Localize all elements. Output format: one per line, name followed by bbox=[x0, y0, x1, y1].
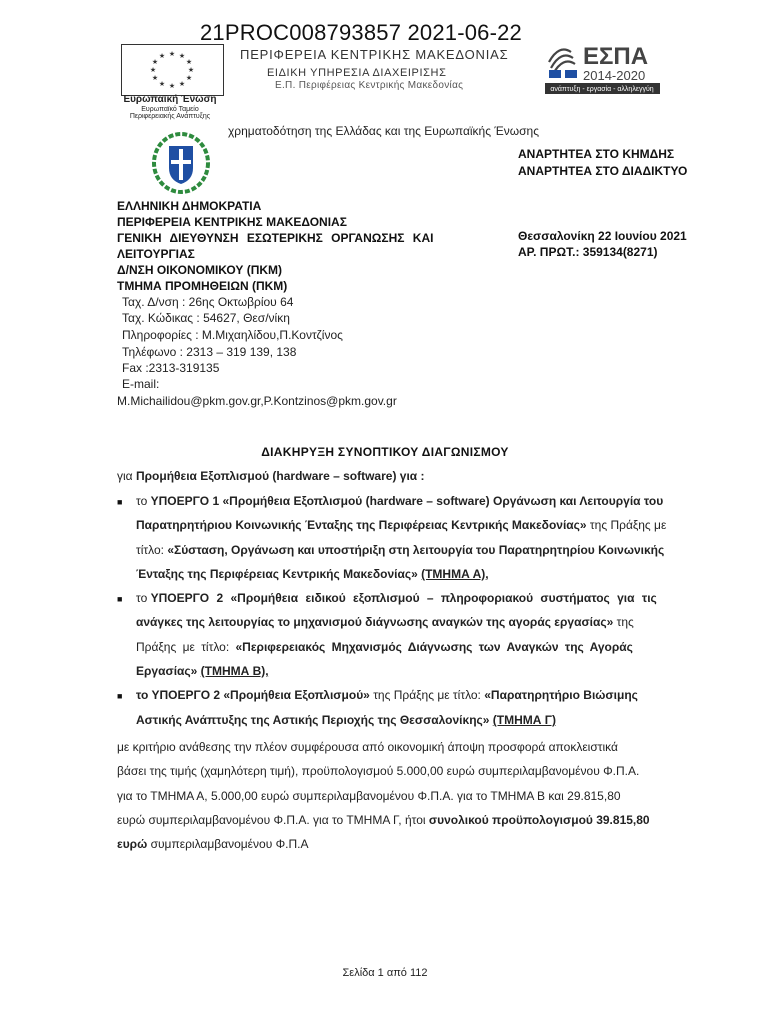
svg-text:★: ★ bbox=[185, 58, 193, 66]
contact-emails[interactable]: M.Michailidou@pkm.gov.gr,P.Kontzinos@pkm.gov.gr bbox=[117, 394, 397, 408]
region-header-line1: ΠΕΡΙΦΕΡΕΙΑ ΚΕΝΤΡΙΚΗΣ ΜΑΚΕΔΟΝΙΑΣ bbox=[240, 47, 509, 62]
cofinancing-line: χρηματοδότηση της Ελλάδας και της Ευρωπαϊκής Ένωσης bbox=[228, 124, 539, 138]
eu-stars-icon bbox=[122, 45, 223, 95]
item1-subproject: ΥΠΟΕΡΓΟ 1 «Προμήθεια Εξοπλισμού (hardware – software) Οργάνωση και Λειτουργία του bbox=[150, 494, 664, 508]
espa-years: 2014-2020 bbox=[583, 68, 646, 83]
authority-line-2: ΠΕΡΙΦΕΡΕΙΑ ΚΕΝΤΡΙΚΗΣ ΜΑΚΕΔΟΝΙΑΣ bbox=[117, 215, 347, 229]
item3-subproject: το ΥΠΟΕΡΓΟ 2 «Προμήθεια Εξοπλισμού» bbox=[136, 688, 370, 702]
item1-text: της Πράξης με bbox=[586, 518, 667, 532]
item1-title-label: τίτλο: bbox=[136, 543, 168, 557]
item2-line1 bbox=[136, 591, 657, 605]
item1-comma: , bbox=[485, 567, 489, 581]
svg-text:★: ★ bbox=[158, 80, 166, 88]
eu-logo-sub1: Ευρωπαϊκό Ταμείο bbox=[141, 105, 199, 113]
criteria-line-3: για το ΤΜΗΜΑ Α, 5.000,00 ευρώ συμπεριλαμβανομένου Φ.Π.Α. για το ΤΜΗΜΑ Β και 29.815,80 bbox=[117, 789, 621, 803]
item3-line2 bbox=[136, 713, 556, 727]
intro-bold: Προμήθεια Εξοπλισμού (hardware – software) για : bbox=[135, 469, 425, 483]
region-header-line3: Ε.Π. Περιφέρειας Κεντρικής Μακεδονίας bbox=[275, 80, 464, 91]
criteria-line-4 bbox=[117, 813, 650, 827]
item3-lot: (ΤΜΗΜΑ Γ) bbox=[492, 713, 556, 727]
espa-logo-graphic bbox=[545, 40, 660, 95]
item2-text: της bbox=[613, 615, 634, 629]
svg-text:★: ★ bbox=[185, 74, 193, 82]
document-id: 21PROC008793857 2021-06-22 bbox=[200, 20, 522, 45]
contact-info: Πληροφορίες : Μ.Μιχαηλίδου,Π.Κοντζίνος bbox=[122, 328, 343, 342]
eu-logo-title: Ευρωπαϊκή Ένωση bbox=[123, 94, 217, 105]
total-budget: συνολικού προϋπολογισμού 39.815,80 bbox=[428, 813, 650, 827]
item1-project-title: «Σύσταση, Οργάνωση και υποστήριξη στη λειτουργία του Παρατηρητηρίου Κοινωνικής bbox=[167, 543, 665, 557]
intro-plain: για bbox=[117, 469, 136, 483]
item2-project-title: «Περιφερειακός Μηχανισμός Διάγνωσης των Αναγκών της Αγοράς bbox=[235, 640, 633, 654]
item2-title-label: Πράξης με τίτλο: bbox=[136, 640, 236, 654]
contact-address: Ταχ. Δ/νση : 26ης Οκτωβρίου 64 bbox=[122, 295, 294, 309]
svg-text:★: ★ bbox=[151, 74, 159, 82]
item2-project-title-cont: Εργασίας» bbox=[136, 664, 198, 678]
item2-line3 bbox=[136, 640, 633, 654]
item1-project-title-cont: Ένταξης της Περιφέρειας Κεντρικής Μακεδονίας» bbox=[136, 567, 418, 581]
contact-phone: Τηλέφωνο : 2313 – 319 139, 138 bbox=[122, 345, 297, 359]
criteria-line-1: με κριτήριο ανάθεσης την πλέον συμφέρουσα από οικονομική άποψη προσφορά αποκλειστικά bbox=[117, 740, 618, 754]
espa-name: ΕΣΠΑ bbox=[583, 43, 649, 70]
posting-note-1: ΑΝΑΡΤΗΤΕΑ ΣΤΟ ΚΗΜΔΗΣ bbox=[518, 147, 675, 161]
date-line: Θεσσαλονίκη 22 Ιουνίου 2021 bbox=[518, 229, 687, 243]
posting-note-2: ΑΝΑΡΤΗΤΕΑ ΣΤΟ ΔΙΑΔΙΚΤΥΟ bbox=[518, 164, 688, 178]
criteria-line-2: βάσει της τιμής (χαμηλότερη τιμή), προϋπολογισμού 5.000,00 ευρώ συμπεριλαμβανομένου Φ.Π.Α. bbox=[117, 764, 640, 778]
item1-prefix: το bbox=[136, 494, 151, 508]
bullet-icon: ■ bbox=[117, 594, 123, 604]
item1-subproject-cont: Παρατηρητήριου Κοινωνικής Ένταξης της Περιφέρειας Κεντρικής Μακεδονίας» bbox=[136, 518, 587, 532]
document-title: ΔΙΑΚΗΡΥΞΗ ΣΥΝΟΠΤΙΚΟΥ ΔΙΑΓΩΝΙΣΜΟΥ bbox=[261, 445, 509, 459]
greek-emblem-icon bbox=[151, 132, 211, 194]
bullet-icon: ■ bbox=[117, 497, 123, 507]
eu-logo-caption bbox=[110, 95, 230, 120]
item3-project-title-cont: Αστικής Ανάπτυξης της Αστικής Περιοχής της Θεσσαλονίκης» bbox=[136, 713, 490, 727]
svg-text:★: ★ bbox=[178, 52, 186, 60]
criteria-line-4-text: ευρώ συμπεριλαμβανομένου Φ.Π.Α. για το ΤΜΗΜΑ Γ, ήτοι bbox=[117, 813, 429, 827]
bullet-icon: ■ bbox=[117, 691, 123, 701]
item3-title-label: της Πράξης με τίτλο: bbox=[369, 688, 485, 702]
item1-lot: (ΤΜΗΜΑ Α) bbox=[421, 567, 486, 581]
authority-line-4: ΛΕΙΤΟΥΡΓΙΑΣ bbox=[117, 247, 195, 261]
authority-line-1: ΕΛΛΗΝΙΚΗ ΔΗΜΟΚΡΑΤΙΑ bbox=[117, 199, 262, 213]
item1-line1 bbox=[136, 494, 663, 508]
espa-slogan: ανάπτυξη - εργασία - αλληλεγγύη bbox=[550, 86, 654, 93]
protocol-number: ΑΡ. ΠΡΩΤ.: 359134(8271) bbox=[518, 245, 658, 259]
page-footer: Σελίδα 1 από 112 bbox=[342, 967, 428, 979]
item2-line2 bbox=[136, 615, 634, 629]
item2-line4 bbox=[136, 664, 269, 678]
eu-flag-logo bbox=[121, 44, 224, 96]
contact-email-label: E-mail: bbox=[122, 377, 160, 391]
item1-line4 bbox=[136, 567, 489, 581]
svg-text:★: ★ bbox=[187, 66, 195, 74]
item1-line2 bbox=[136, 518, 666, 532]
authority-line-6: ΤΜΗΜΑ ΠΡΟΜΗΘΕΙΩΝ (ΠΚΜ) bbox=[117, 279, 288, 293]
criteria-line-5 bbox=[117, 837, 309, 851]
svg-text:★: ★ bbox=[178, 80, 186, 88]
item3-line1 bbox=[136, 688, 638, 702]
total-budget-currency: ευρώ bbox=[117, 837, 148, 851]
item2-prefix: το bbox=[136, 591, 151, 605]
svg-text:★: ★ bbox=[158, 52, 166, 60]
svg-text:★: ★ bbox=[151, 58, 159, 66]
item2-lot: (ΤΜΗΜΑ Β), bbox=[200, 664, 269, 678]
region-header-line2: ΕΙΔΙΚΗ ΥΠΗΡΕΣΙΑ ΔΙΑΧΕΙΡΙΣΗΣ bbox=[267, 67, 447, 79]
item3-project-title: «Παρατηρητήριο Βιώσιμης bbox=[484, 688, 638, 702]
svg-text:★: ★ bbox=[168, 82, 176, 90]
espa-logo bbox=[545, 40, 660, 95]
eu-logo-sub2: Περιφερειακής Ανάπτυξης bbox=[129, 112, 211, 120]
item2-subproject-cont: ανάγκες της λειτουργίας το μηχανισμού διάγνωσης αναγκών της αγοράς εργασίας» bbox=[136, 615, 614, 629]
criteria-line-5-text: συμπεριλαμβανομένου Φ.Π.Α bbox=[147, 837, 309, 851]
svg-text:★: ★ bbox=[149, 66, 157, 74]
authority-line-3: ΓΕΝΙΚΗ ΔΙΕΥΘΥΝΣΗ ΕΣΩΤΕΡΙΚΗΣ ΟΡΓΑΝΩΣΗΣ ΚΑΙ bbox=[117, 231, 434, 245]
item1-line3 bbox=[136, 543, 664, 557]
contact-postcode: Ταχ. Κώδικας : 54627, Θεσ/νίκη bbox=[122, 311, 290, 325]
svg-text:★: ★ bbox=[168, 50, 176, 58]
item2-subproject: ΥΠΟΕΡΓΟ 2 «Προμήθεια ειδικού εξοπλισμού – πληροφοριακού συστήματος για τις bbox=[150, 591, 657, 605]
contact-fax: Fax :2313-319135 bbox=[122, 361, 220, 375]
authority-line-5: Δ/ΝΣΗ ΟΙΚΟΝΟΜΙΚΟΥ (ΠΚΜ) bbox=[117, 263, 283, 277]
intro-line bbox=[117, 469, 425, 483]
